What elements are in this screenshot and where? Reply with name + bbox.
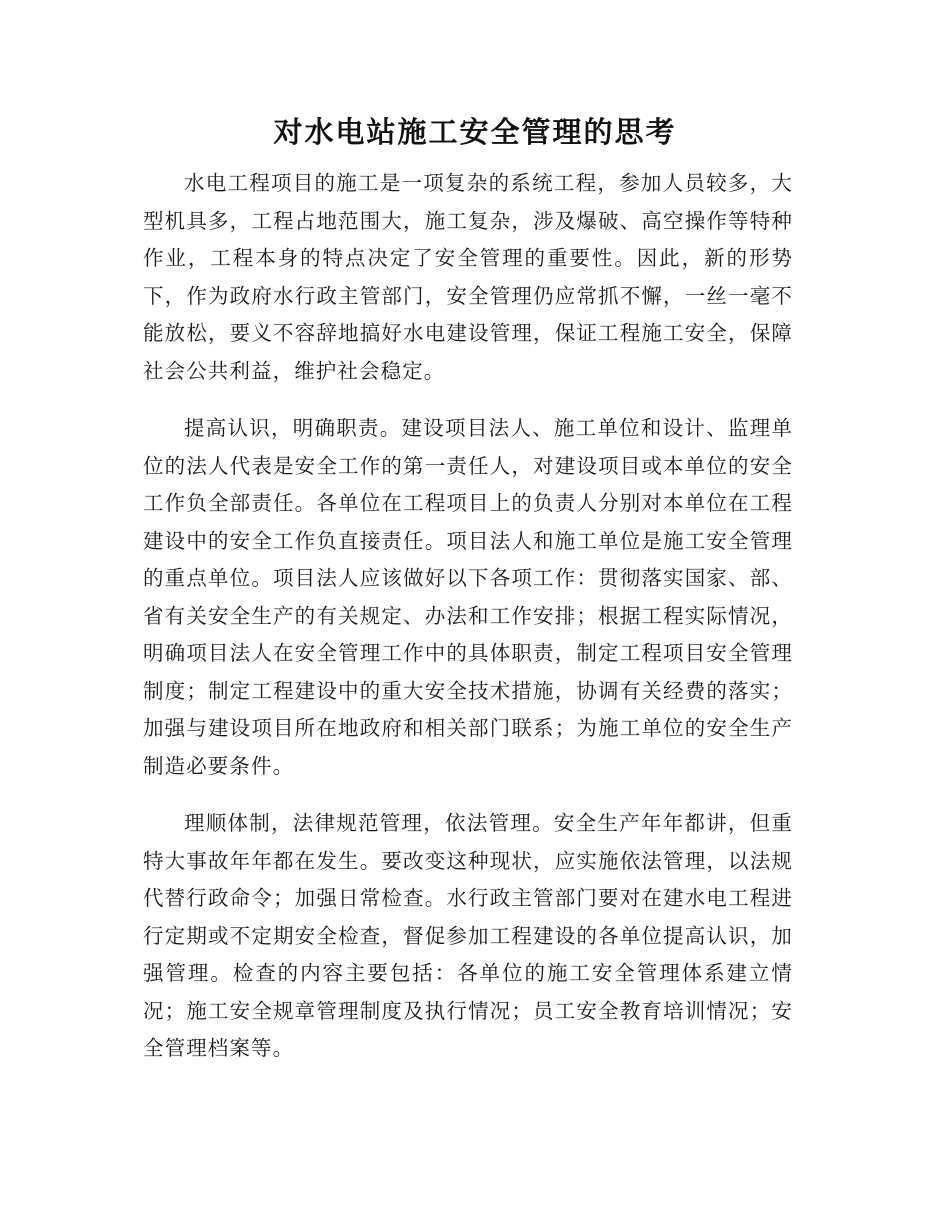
paragraph-responsibilities: 提高认识，明确职责。建设项目法人、施工单位和设计、监理单位的法人代表是安全工作的第一责任人，对建设项目或本单位的安全工作负全部责任。各单位在工程项目上的负责人分别对本单位在工程建设中的安全工作负直接责任。项目法人和施工单位是施工安全管理的重点单位。项目法人应该做好以下各项工作：贯彻落实国家、部、省有关安全生产的有关规定、办法和工作安排；根据工程实际情况，明确项目法人在安全管理工作中的具体职责，制定工程项目安全管理制度；制定工程建设中的重大安全技术措施，协调有关经费的落实；加强与建设项目所在地政府和相关部门联系；为施工单位的安全生产制造必要条件。 xyxy=(143,416,793,778)
paragraph-intro: 水电工程项目的施工是一项复杂的系统工程，参加人员较多，大型机具多，工程占地范围大，施工复杂，涉及爆破、高空操作等特种作业，工程本身的特点决定了安全管理的重要性。因此，新的形势下，作为政府水行政主管部门，安全管理仍应常抓不懈，一丝一毫不能放松，要义不容辞地搞好水电建设管理，保证工程施工安全，保障社会公共利益，维护社会稳定。 xyxy=(143,171,793,383)
document-title: 对水电站施工安全管理的思考 xyxy=(273,115,677,149)
paragraph-legal-management: 理顺体制，法律规范管理，依法管理。安全生产年年都讲，但重特大事故年年都在发生。要改变这种现状，应实施依法管理，以法规代替行政命令；加强日常检查。水行政主管部门要对在建水电工程进行定期或不定期安全检查，督促参加工程建设的各单位提高认识，加强管理。检查的内容主要包括：各单位的施工安全管理体系建立情况；施工安全规章管理制度及执行情况；员工安全教育培训情况；安全管理档案等。 xyxy=(143,811,793,1060)
document-body xyxy=(143,165,793,1088)
